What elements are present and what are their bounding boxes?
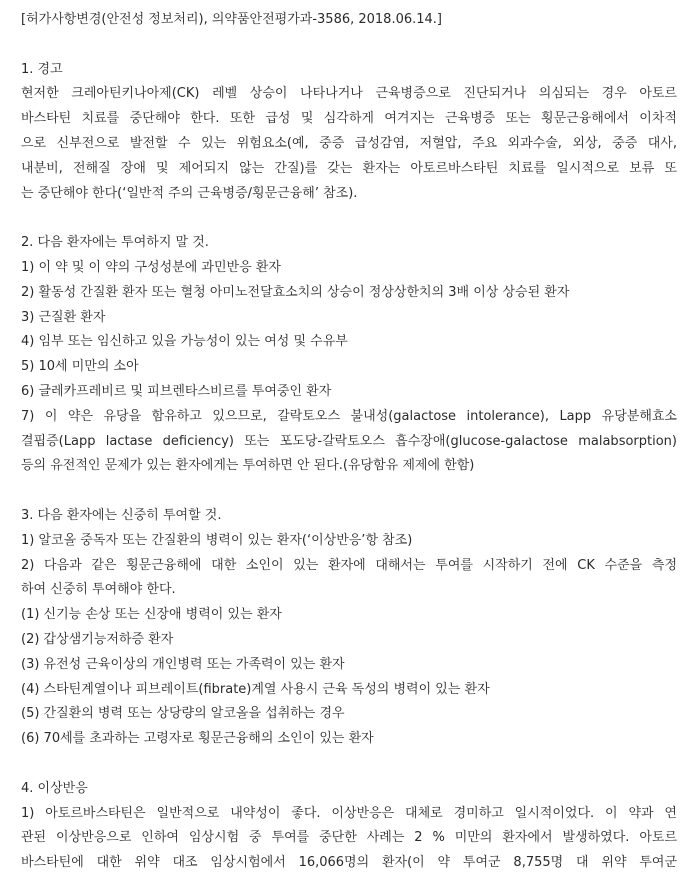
- sections-container: [21, 58, 677, 876]
- paragraph-line: 4) 임부 또는 임신하고 있을 가능성이 있는 여성 및 수유부: [21, 334, 348, 350]
- paragraph-line: 3) 근질환 환자: [21, 309, 106, 325]
- paragraph-line: (1) 신기능 손상 또는 신장애 병력이 있는 환자: [21, 607, 282, 623]
- paragraph-line: 현저한 크레아틴키나아제(CK) 레벨 상승이 나타나거나 근육병증으로 진단되거나 의심되는 경우 아토르: [21, 86, 677, 102]
- paragraph-line: 는 중단해야 한다(‘일반적 주의 근육병증/횡문근융해’ 참조).: [21, 185, 358, 201]
- paragraph-line: 하여 신중히 투여해야 한다.: [21, 582, 176, 598]
- paragraph-line: 내분비, 전해질 장애 및 제어되지 않는 간질)를 갖는 환자는 아토르바스타틴 치료를 일시적으로 보류 또: [21, 160, 677, 176]
- document-body: [21, 0, 677, 876]
- paragraph-line: 바스타틴 치료를 중단해야 한다. 또한 급성 및 심각하게 여겨지는 근육병증 또는 횡문근융해에서 이차적: [21, 111, 677, 127]
- paragraph-line: 등의 유전적인 문제가 있는 환자에게는 투여하면 안 된다.(유당함유 제제에 한함): [21, 458, 475, 474]
- paragraph-line: 7) 이 약은 유당을 함유하고 있으므로, 갈락토오스 불내성(galactose intolerance), Lapp 유당분해효소: [21, 408, 677, 424]
- document-header: [허가사항변경(안전성 정보처리), 의약품안전평가과-3586, 2018.06.14.]: [21, 12, 443, 27]
- paragraph-line: (2) 갑상샘기능저하증 환자: [21, 631, 174, 647]
- spacer: [21, 752, 677, 777]
- paragraph-line: 2) 다음과 같은 횡문근융해에 대한 소인이 있는 환자에 대해서는 투여를 시작하기 전에 CK 수준을 측정: [21, 557, 677, 573]
- paragraph-line: (4) 스타틴계열이나 피브레이트(fibrate)계열 사용시 근육 독성의 병력이 있는 환자: [21, 681, 490, 697]
- paragraph-line: (3) 유전성 근육이상의 개인병력 또는 가족력이 있는 환자: [21, 656, 345, 672]
- paragraph-line: 2) 활동성 간질환 환자 또는 혈청 아미노전달효소치의 상승이 정상상한치의 3배 이상 상승된 환자: [21, 284, 570, 300]
- paragraph-line: 1) 알코올 중독자 또는 간질환의 병력이 있는 환자(‘이상반응’항 참조): [21, 532, 413, 548]
- paragraph-line: 5) 10세 미만의 소아: [21, 359, 139, 375]
- spacer: [21, 33, 677, 58]
- paragraph-line: (5) 간질환의 병력 또는 상당량의 알코올을 섭취하는 경우: [21, 706, 345, 722]
- paragraph-line: 으로 신부전으로 발전할 수 있는 위험요소(예, 중증 급성감염, 저혈압, 주요 외과수술, 외상, 중증 대사,: [21, 135, 677, 151]
- section-title: 1. 경고: [21, 61, 63, 77]
- paragraph-line: 6) 글레카프레비르 및 피브렌타스비르를 투여중인 환자: [21, 383, 332, 399]
- section-title: 2. 다음 환자에는 투여하지 말 것.: [21, 235, 209, 251]
- paragraph-line: 결핍증(Lapp lactase deficiency) 또는 포도당-갈락토오스 흡수장애(glucose-galactose malabsorption): [21, 433, 677, 449]
- paragraph-line: 1) 이 약 및 이 약의 구성성분에 과민반응 환자: [21, 259, 281, 275]
- section-title: 3. 다음 환자에는 신중히 투여할 것.: [21, 507, 222, 523]
- paragraph-line: (6) 70세를 초과하는 고령자로 횡문근융해의 소인이 있는 환자: [21, 731, 374, 747]
- spacer: [21, 206, 677, 231]
- paragraph-line: 관된 이상반응으로 인하여 임상시험 중 투여를 중단한 사례는 2 % 미만의 환자에서 발생하였다. 아토르: [21, 830, 677, 846]
- paragraph-line: 1) 아토르바스타틴은 일반적으로 내약성이 좋다. 이상반응은 대체로 경미하고 일시적이었다. 이 약과 연: [21, 805, 677, 821]
- spacer: [21, 479, 677, 504]
- paragraph-line: 바스타틴에 대한 위약 대조 임상시험에서 16,066명의 환자(이 약 투여군 8,755명 대 위약 투여군: [21, 855, 677, 871]
- section-title: 4. 이상반응: [21, 780, 88, 796]
